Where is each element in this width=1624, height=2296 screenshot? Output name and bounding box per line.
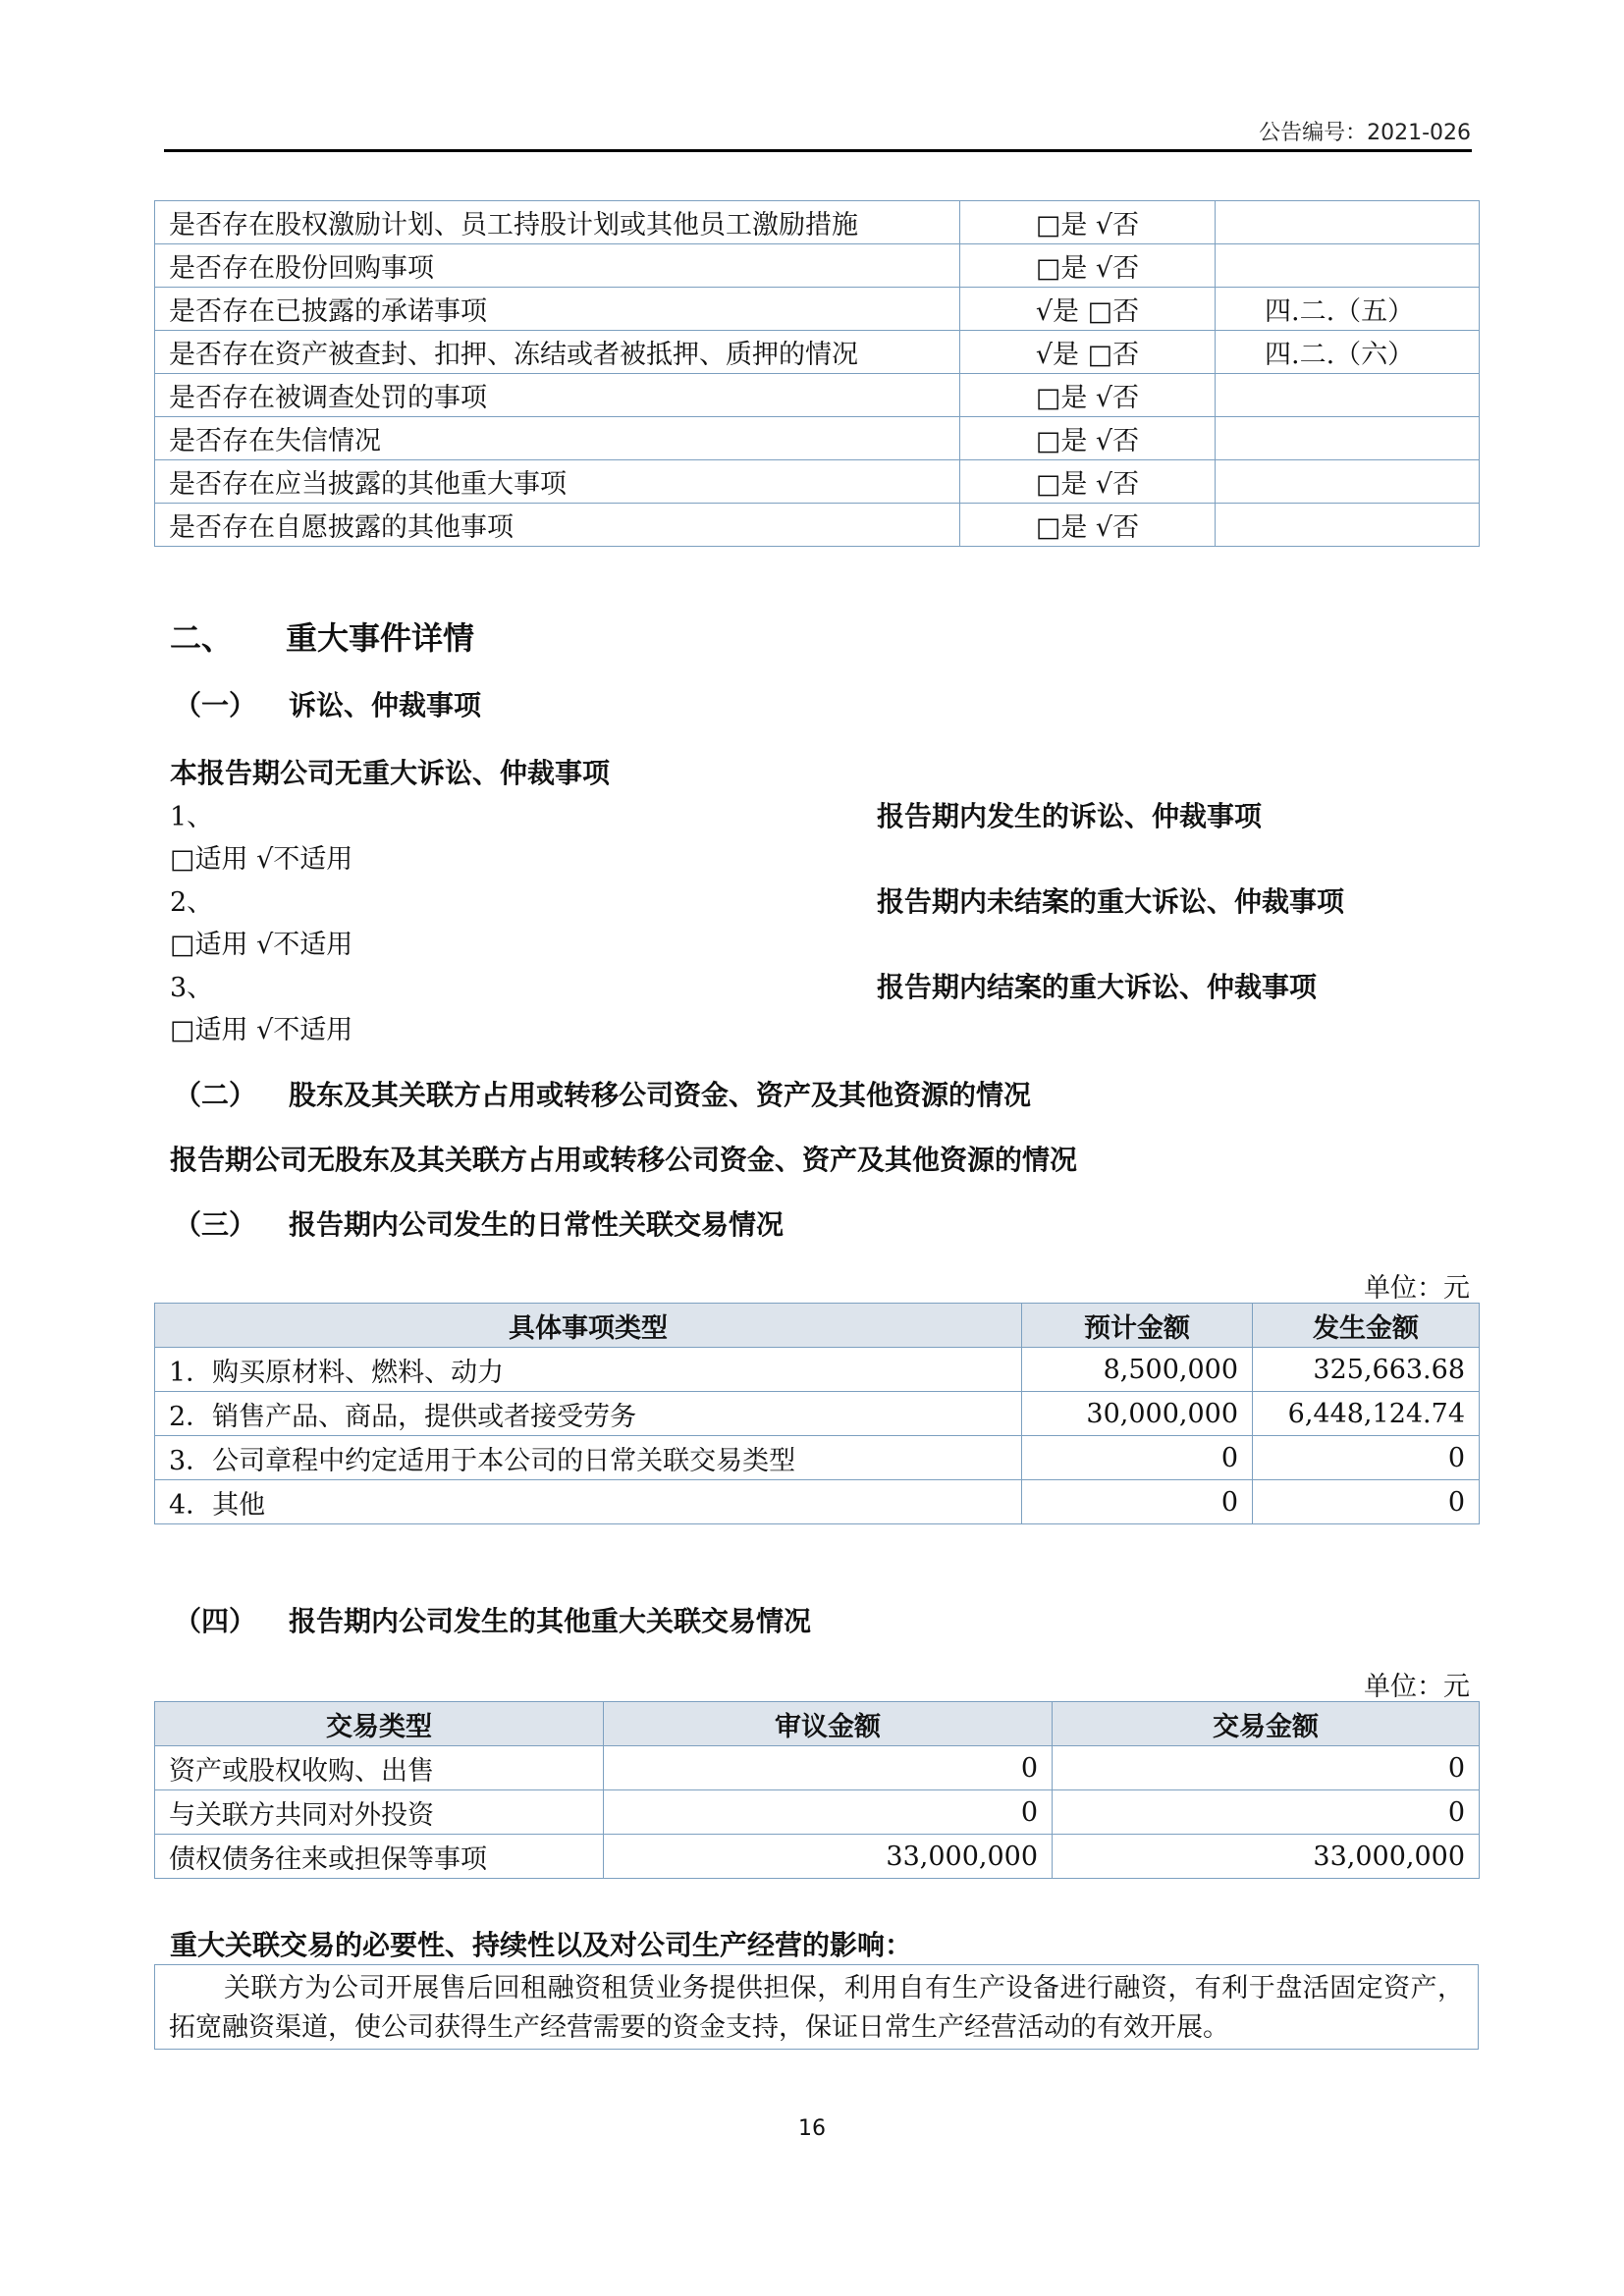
transaction-amount: 33,000,000 bbox=[1053, 1835, 1480, 1879]
subsection-title: 股东及其关联方占用或转移公司资金、资产及其他资源的情况 bbox=[289, 1079, 1032, 1111]
actual-amount: 0 bbox=[1253, 1436, 1480, 1480]
check-ref: 四.二.（五） bbox=[1216, 288, 1480, 331]
item-number: 2、 bbox=[170, 887, 214, 918]
check-item: 是否存在股权激励计划、员工持股计划或其他员工激励措施 bbox=[155, 201, 960, 244]
transaction-type: 3．公司章程中约定适用于本公司的日常关联交易类型 bbox=[155, 1436, 1022, 1480]
column-header: 交易金额 bbox=[1053, 1702, 1480, 1746]
estimated-amount: 8,500,000 bbox=[1022, 1348, 1253, 1392]
check-choice: □是 √否 bbox=[960, 460, 1216, 504]
table-row bbox=[155, 331, 1480, 374]
occupation-statement: 报告期公司无股东及其关联方占用或转移公司资金、资产及其他资源的情况 bbox=[170, 1144, 1078, 1176]
check-choice: √是 □否 bbox=[960, 288, 1216, 331]
table-row bbox=[155, 1835, 1480, 1879]
applicability-option: □适用 √不适用 bbox=[170, 1015, 353, 1045]
check-choice: □是 √否 bbox=[960, 201, 1216, 244]
subsection-title: 报告期内公司发生的其他重大关联交易情况 bbox=[289, 1605, 812, 1637]
item-title: 报告期内结案的重大诉讼、仲裁事项 bbox=[877, 971, 1318, 1003]
reviewed-amount: 0 bbox=[604, 1746, 1053, 1790]
impact-box bbox=[154, 1964, 1479, 2050]
check-choice: □是 √否 bbox=[960, 374, 1216, 417]
check-item: 是否存在自愿披露的其他事项 bbox=[155, 504, 960, 547]
check-item: 是否存在股份回购事项 bbox=[155, 244, 960, 288]
table-row bbox=[155, 504, 1480, 547]
subsection-number: （三） bbox=[174, 1208, 257, 1241]
check-item: 是否存在资产被查封、扣押、冻结或者被抵押、质押的情况 bbox=[155, 331, 960, 374]
column-header: 预计金额 bbox=[1022, 1304, 1253, 1348]
check-item: 是否存在失信情况 bbox=[155, 417, 960, 460]
table-row bbox=[155, 1790, 1480, 1835]
disclosure-check-table bbox=[154, 200, 1480, 547]
check-ref bbox=[1216, 201, 1480, 244]
estimated-amount: 30,000,000 bbox=[1022, 1392, 1253, 1436]
subsection-heading bbox=[174, 1203, 785, 1243]
unit-label: 单位：元 bbox=[1364, 1672, 1470, 1702]
check-ref bbox=[1216, 417, 1480, 460]
notice-number: 公告编号：2021-026 bbox=[1259, 121, 1471, 145]
column-header: 交易类型 bbox=[155, 1702, 604, 1746]
transaction-type: 2．销售产品、商品，提供或者接受劳务 bbox=[155, 1392, 1022, 1436]
actual-amount: 6,448,124.74 bbox=[1253, 1392, 1480, 1436]
estimated-amount: 0 bbox=[1022, 1436, 1253, 1480]
table-row bbox=[155, 417, 1480, 460]
transaction-amount: 0 bbox=[1053, 1746, 1480, 1790]
table-row bbox=[155, 1348, 1480, 1392]
subsection-heading bbox=[174, 1074, 1032, 1113]
applicability-option: □适用 √不适用 bbox=[170, 930, 353, 960]
table-header-row bbox=[155, 1304, 1480, 1348]
daily-transactions-table bbox=[154, 1303, 1480, 1524]
unit-label: 单位：元 bbox=[1364, 1273, 1470, 1304]
table-row bbox=[155, 460, 1480, 504]
table-row bbox=[155, 1392, 1480, 1436]
transaction-type: 与关联方共同对外投资 bbox=[155, 1790, 604, 1835]
subsection-heading bbox=[174, 1600, 812, 1639]
check-ref bbox=[1216, 374, 1480, 417]
column-header: 发生金额 bbox=[1253, 1304, 1480, 1348]
reviewed-amount: 33,000,000 bbox=[604, 1835, 1053, 1879]
check-choice: □是 √否 bbox=[960, 417, 1216, 460]
section-heading bbox=[170, 614, 475, 659]
impact-title: 重大关联交易的必要性、持续性以及对公司生产经营的影响： bbox=[170, 1929, 913, 1961]
column-header: 审议金额 bbox=[604, 1702, 1053, 1746]
reviewed-amount: 0 bbox=[604, 1790, 1053, 1835]
check-ref: 四.二.（六） bbox=[1216, 331, 1480, 374]
item-title: 报告期内未结案的重大诉讼、仲裁事项 bbox=[877, 885, 1345, 918]
transaction-type: 资产或股权收购、出售 bbox=[155, 1746, 604, 1790]
table-header-row bbox=[155, 1702, 1480, 1746]
litigation-statement: 本报告期公司无重大诉讼、仲裁事项 bbox=[170, 757, 611, 789]
check-item: 是否存在应当披露的其他重大事项 bbox=[155, 460, 960, 504]
table-row bbox=[155, 1480, 1480, 1524]
subsection-number: （二） bbox=[174, 1079, 257, 1111]
page-number: 16 bbox=[798, 2116, 826, 2141]
actual-amount: 0 bbox=[1253, 1480, 1480, 1524]
subsection-title: 报告期内公司发生的日常性关联交易情况 bbox=[289, 1208, 785, 1241]
table-row bbox=[155, 201, 1480, 244]
applicability-option: □适用 √不适用 bbox=[170, 844, 353, 875]
table-row bbox=[155, 1746, 1480, 1790]
check-ref bbox=[1216, 504, 1480, 547]
check-ref bbox=[1216, 460, 1480, 504]
check-choice: √是 □否 bbox=[960, 331, 1216, 374]
item-title: 报告期内发生的诉讼、仲裁事项 bbox=[877, 800, 1263, 832]
transaction-amount: 0 bbox=[1053, 1790, 1480, 1835]
section-title: 重大事件详情 bbox=[286, 619, 475, 657]
transaction-type: 1．购买原材料、燃料、动力 bbox=[155, 1348, 1022, 1392]
transaction-type: 4．其他 bbox=[155, 1480, 1022, 1524]
subsection-number: （一） bbox=[174, 689, 257, 721]
table-row bbox=[155, 374, 1480, 417]
impact-body: 关联方为公司开展售后回租融资租赁业务提供担保，利用自有生产设备进行融资，有利于盘活固定资产，拓宽融资渠道，使公司获得生产经营需要的资金支持，保证日常生产经营活动的有效开展。 bbox=[169, 1973, 1464, 2043]
item-number: 1、 bbox=[170, 802, 214, 832]
column-header: 具体事项类型 bbox=[155, 1304, 1022, 1348]
estimated-amount: 0 bbox=[1022, 1480, 1253, 1524]
transaction-type: 债权债务往来或担保等事项 bbox=[155, 1835, 604, 1879]
subsection-number: （四） bbox=[174, 1605, 257, 1637]
actual-amount: 325,663.68 bbox=[1253, 1348, 1480, 1392]
check-ref bbox=[1216, 244, 1480, 288]
check-choice: □是 √否 bbox=[960, 504, 1216, 547]
table-row bbox=[155, 244, 1480, 288]
subsection-heading bbox=[174, 684, 482, 723]
check-item: 是否存在被调查处罚的事项 bbox=[155, 374, 960, 417]
check-choice: □是 √否 bbox=[960, 244, 1216, 288]
table-row bbox=[155, 288, 1480, 331]
check-item: 是否存在已披露的承诺事项 bbox=[155, 288, 960, 331]
section-number: 二、 bbox=[170, 619, 234, 657]
subsection-title: 诉讼、仲裁事项 bbox=[289, 689, 482, 721]
other-transactions-table bbox=[154, 1701, 1480, 1879]
table-row bbox=[155, 1436, 1480, 1480]
item-number: 3、 bbox=[170, 973, 214, 1003]
header-rule bbox=[164, 149, 1472, 152]
